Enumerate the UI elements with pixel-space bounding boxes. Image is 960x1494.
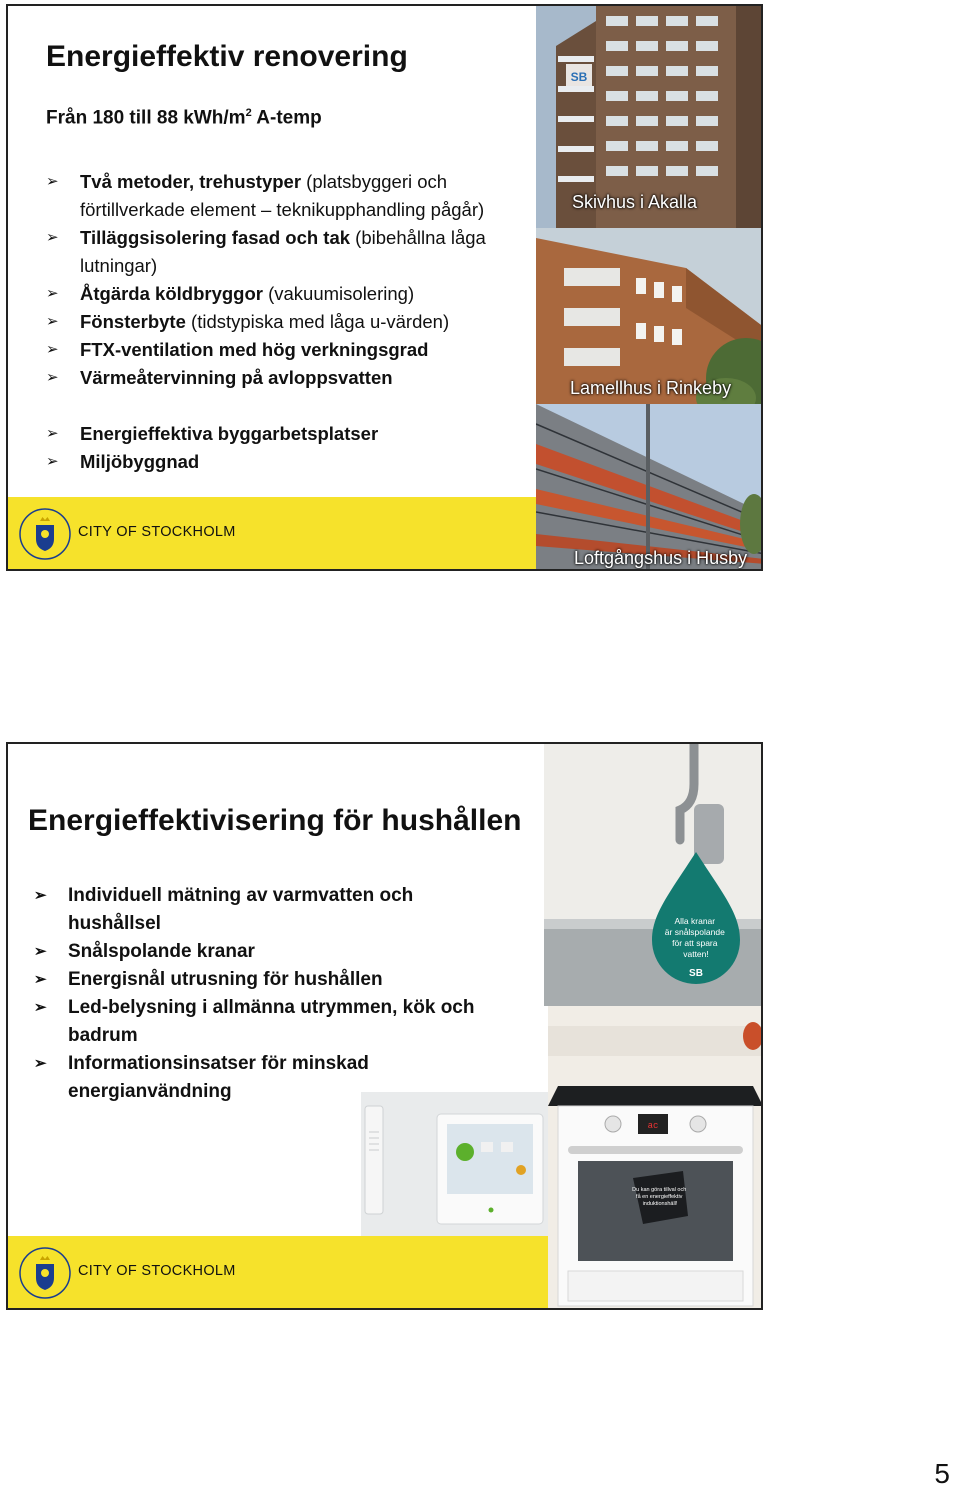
- list-item: ➢ FTX-ventilation med hög verkningsgrad: [46, 336, 526, 364]
- arrow-bullet-icon: ➢: [46, 425, 59, 442]
- list-item: ➢ Miljöbyggnad: [46, 448, 526, 476]
- photo-stove: [548, 1006, 763, 1310]
- photo-lamellhus-rinkeby: [536, 228, 763, 404]
- arrow-bullet-icon: ➢: [34, 943, 47, 960]
- list-item: ➢ Individuell mätning av varmvatten och hushållsel: [34, 882, 504, 938]
- household-measures-list: [34, 882, 504, 1106]
- subtitle-prefix: Från 180 till 88 kWh/m: [46, 107, 246, 129]
- sb-sign-label: SB: [570, 70, 588, 84]
- faucet-image: [544, 744, 763, 1006]
- photo-skivhus-akalla: [536, 6, 763, 228]
- stockholm-seal-icon: [18, 1246, 72, 1300]
- energy-display-image: [361, 1092, 548, 1240]
- footer-bar: [8, 1236, 548, 1308]
- arrow-bullet-icon: ➢: [46, 313, 59, 330]
- slide-title: Energieffektivisering för hushållen: [28, 804, 522, 837]
- list-item: ➢ Tilläggsisolering fasad och tak (bibehållna låga lutningar): [46, 224, 526, 280]
- subtitle-sup: 2: [245, 107, 252, 119]
- tag-logo-label: SB: [689, 968, 703, 979]
- list-item: ➢ Energieffektiva byggarbetsplatser: [46, 420, 526, 448]
- gallery-building-image: [536, 404, 763, 571]
- photo-faucet-tag: [544, 744, 763, 1006]
- measures-list: [46, 168, 526, 392]
- caption-husby: Loftgångshus i Husby: [574, 548, 748, 568]
- stove-image: [548, 1006, 763, 1310]
- caption-rinkeby: Lamellhus i Rinkeby: [570, 378, 732, 398]
- photo-loftgangshus-husby: [536, 404, 763, 571]
- arrow-bullet-icon: ➢: [46, 369, 59, 386]
- slide-hushallen: [6, 742, 763, 1310]
- svg-text:Alla kranar är snålspo: Alla kranar är snålspolande för att spara vatten!: [664, 916, 725, 959]
- footer-bar: [8, 497, 536, 569]
- arrow-bullet-icon: ➢: [46, 285, 59, 302]
- arrow-bullet-icon: ➢: [46, 173, 59, 190]
- list-item: ➢ Två metoder, trehustyper (platsbyggeri och förtillverkade element – teknikupphandling pågår): [46, 168, 526, 224]
- arrow-bullet-icon: ➢: [34, 999, 47, 1016]
- svg-text:ac: ac: [647, 1121, 659, 1131]
- site-list: [46, 420, 526, 476]
- slide-title: Energieffektiv renovering: [46, 40, 408, 73]
- photo-display-panel: [361, 1092, 548, 1240]
- list-item: ➢ Fönsterbyte (tidstypiska med låga u-värden): [46, 308, 526, 336]
- arrow-bullet-icon: ➢: [46, 229, 59, 246]
- list-item: ➢ Led-belysning i allmänna utrymmen, kök och badrum: [34, 994, 504, 1050]
- subtitle-suffix: A-temp: [251, 107, 322, 129]
- list-item: ➢ Informationsinsatser för minskad energianvändning: [34, 1050, 504, 1106]
- slide-renovering: [6, 4, 763, 571]
- list-item: ➢ Snålspolande kranar: [34, 938, 504, 966]
- list-item: ➢ Energisnål utrusning för hushållen: [34, 966, 504, 994]
- arrow-bullet-icon: ➢: [46, 341, 59, 358]
- stockholm-seal-icon: [18, 507, 72, 561]
- city-of-stockholm-label: CITY OF STOCKHOLM: [78, 524, 236, 540]
- caption-akalla: Skivhus i Akalla: [572, 192, 698, 212]
- arrow-bullet-icon: ➢: [46, 453, 59, 470]
- svg-text:Du kan göra tillval och: Du kan göra tillval och få en energieffektiv induktionshäll!: [632, 1187, 687, 1207]
- list-item: ➢ Värmeåtervinning på avloppsvatten: [46, 364, 526, 392]
- city-of-stockholm-label: CITY OF STOCKHOLM: [78, 1263, 236, 1279]
- arrow-bullet-icon: ➢: [34, 1055, 47, 1072]
- slide-subtitle: [46, 107, 322, 129]
- arrow-bullet-icon: ➢: [34, 887, 47, 904]
- page-number: 5: [934, 1458, 950, 1489]
- arrow-bullet-icon: ➢: [34, 971, 47, 988]
- list-item: ➢ Åtgärda köldbryggor (vakuumisolering): [46, 280, 526, 308]
